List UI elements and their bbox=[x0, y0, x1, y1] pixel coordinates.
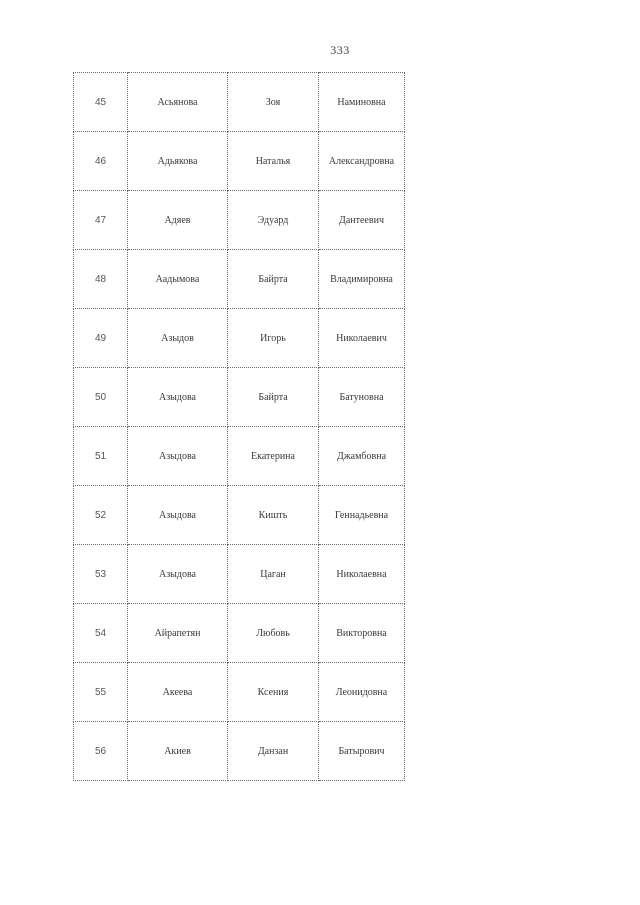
surname-cell: Асьянова bbox=[128, 73, 228, 132]
patronymic-cell: Батуновна bbox=[319, 368, 405, 427]
table-row bbox=[74, 191, 405, 250]
row-number: 49 bbox=[74, 309, 128, 368]
name-list-body bbox=[74, 73, 405, 781]
patronymic-cell: Леонидовна bbox=[319, 663, 405, 722]
surname-cell: Адьякова bbox=[128, 132, 228, 191]
given-name-cell: Любовь bbox=[228, 604, 319, 663]
row-number: 46 bbox=[74, 132, 128, 191]
table-row bbox=[74, 427, 405, 486]
given-name-cell: Эдуард bbox=[228, 191, 319, 250]
given-name-cell: Кишть bbox=[228, 486, 319, 545]
row-number: 53 bbox=[74, 545, 128, 604]
table-row bbox=[74, 73, 405, 132]
given-name-cell: Цаган bbox=[228, 545, 319, 604]
surname-cell: Азыдова bbox=[128, 427, 228, 486]
row-number: 52 bbox=[74, 486, 128, 545]
given-name-cell: Ксения bbox=[228, 663, 319, 722]
row-number: 45 bbox=[74, 73, 128, 132]
name-list-table bbox=[73, 72, 405, 781]
table-row bbox=[74, 132, 405, 191]
patronymic-cell: Александровна bbox=[319, 132, 405, 191]
table-row bbox=[74, 368, 405, 427]
patronymic-cell: Викторовна bbox=[319, 604, 405, 663]
table-row bbox=[74, 663, 405, 722]
row-number: 56 bbox=[74, 722, 128, 781]
table-row bbox=[74, 250, 405, 309]
surname-cell: Айрапетян bbox=[128, 604, 228, 663]
table-row bbox=[74, 309, 405, 368]
surname-cell: Азыдов bbox=[128, 309, 228, 368]
given-name-cell: Наталья bbox=[228, 132, 319, 191]
given-name-cell: Байрта bbox=[228, 368, 319, 427]
page-number: 333 bbox=[330, 43, 350, 57]
row-number: 47 bbox=[74, 191, 128, 250]
patronymic-cell: Николаевич bbox=[319, 309, 405, 368]
row-number: 50 bbox=[74, 368, 128, 427]
given-name-cell: Игорь bbox=[228, 309, 319, 368]
table-row bbox=[74, 486, 405, 545]
patronymic-cell: Владимировна bbox=[319, 250, 405, 309]
table-row bbox=[74, 604, 405, 663]
surname-cell: Азыдова bbox=[128, 545, 228, 604]
given-name-cell: Данзан bbox=[228, 722, 319, 781]
surname-cell: Аадымова bbox=[128, 250, 228, 309]
surname-cell: Азыдова bbox=[128, 368, 228, 427]
row-number: 54 bbox=[74, 604, 128, 663]
surname-cell: Акеева bbox=[128, 663, 228, 722]
patronymic-cell: Наминовна bbox=[319, 73, 405, 132]
given-name-cell: Зоя bbox=[228, 73, 319, 132]
surname-cell: Азыдова bbox=[128, 486, 228, 545]
given-name-cell: Байрта bbox=[228, 250, 319, 309]
patronymic-cell: Дантеевич bbox=[319, 191, 405, 250]
surname-cell: Акиев bbox=[128, 722, 228, 781]
given-name-cell: Екатерина bbox=[228, 427, 319, 486]
row-number: 55 bbox=[74, 663, 128, 722]
patronymic-cell: Николаевна bbox=[319, 545, 405, 604]
table-row bbox=[74, 722, 405, 781]
row-number: 48 bbox=[74, 250, 128, 309]
patronymic-cell: Батырович bbox=[319, 722, 405, 781]
surname-cell: Адяев bbox=[128, 191, 228, 250]
patronymic-cell: Джамбовна bbox=[319, 427, 405, 486]
table-row bbox=[74, 545, 405, 604]
row-number: 51 bbox=[74, 427, 128, 486]
patronymic-cell: Геннадьевна bbox=[319, 486, 405, 545]
